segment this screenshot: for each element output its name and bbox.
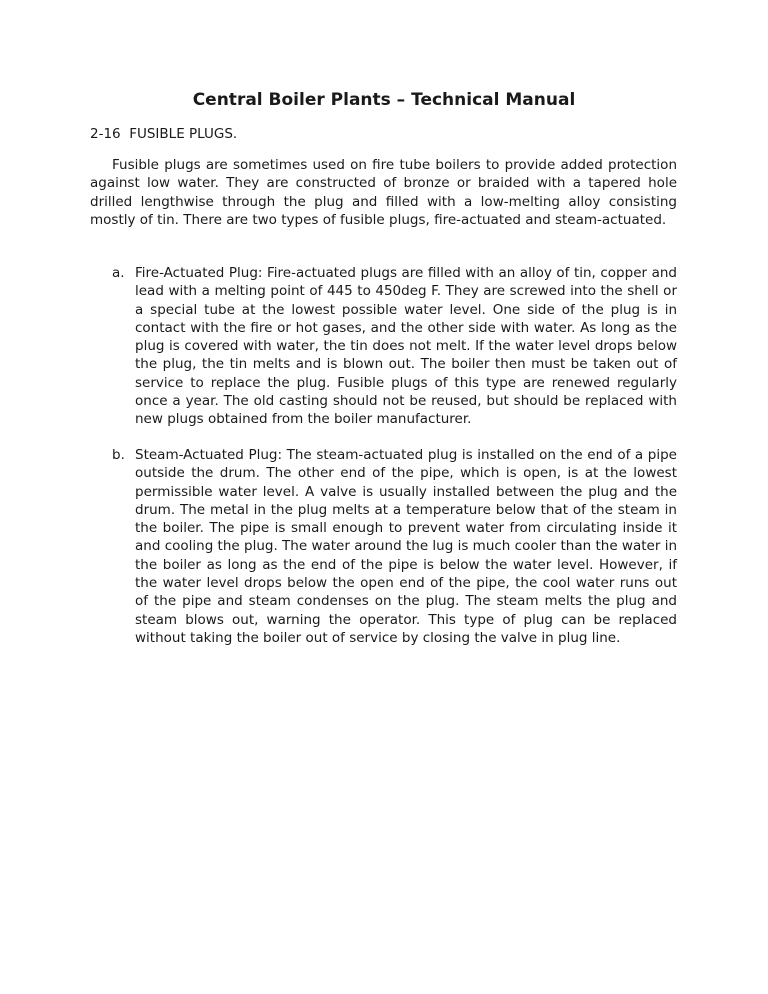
- page-title: Central Boiler Plants – Technical Manual: [192, 90, 576, 110]
- section-heading: 2-16 FUSIBLE PLUGS.: [90, 126, 238, 142]
- list-steam-actuated: [90, 446, 677, 647]
- list-item-text: Steam-Actuated Plug: The steam-actuated plug is installed on the end of a pipe outside the drum. The other end of the pipe, which is open, is at the lowest permissible water level. A valve is usually installed between the plug and the drum. The metal in the plug melts at a temperature below that of the steam in the boiler. The pipe is small enough to prevent water from circulating inside it and cooling the plug. The water around the lug is much cooler than the water in the boiler as long as the end of the pipe is below the water level. However, if the water level drops below the open end of the pipe, the cool water runs out of the pipe and steam condenses on the plug. The steam melts the plug and steam blows out, warning the operator. This type of plug can be replaced without taking the boiler out of service by closing the valve in plug line.: [135, 447, 677, 646]
- list-marker: a.: [112, 265, 125, 281]
- list-item-text: Fire-Actuated Plug: Fire-actuated plugs are filled with an alloy of tin, copper and lead with a melting point of 445 to 450deg F. They are screwed into the shell or a special tube at the lowest possible water level. One side of the plug is in contact with the fire or hot gases, and the other side with water. As long as the plug is covered with water, the tin does not melt. If the water level drops below the plug, the tin melts and is blown out. The boiler then must be taken out of service to replace the plug. Fusible plugs of this type are renewed regularly once a year. The old casting should not be reused, but should be replaced with new plugs obtained from the boiler manufacturer.: [135, 265, 677, 428]
- list-fire-actuated: [90, 264, 677, 429]
- list-marker: b.: [112, 447, 125, 463]
- intro-paragraph: Fusible plugs are sometimes used on fire tube boilers to provide added protection against low water. They are constructed of bronze or braided with a tapered hole drilled lengthwise through the plug and filled with a low-melting alloy consisting mostly of tin. There are two types of fusible plugs, fire-actuated and steam-actuated.: [90, 157, 677, 229]
- list-item: [90, 264, 677, 429]
- list-item: [90, 446, 677, 647]
